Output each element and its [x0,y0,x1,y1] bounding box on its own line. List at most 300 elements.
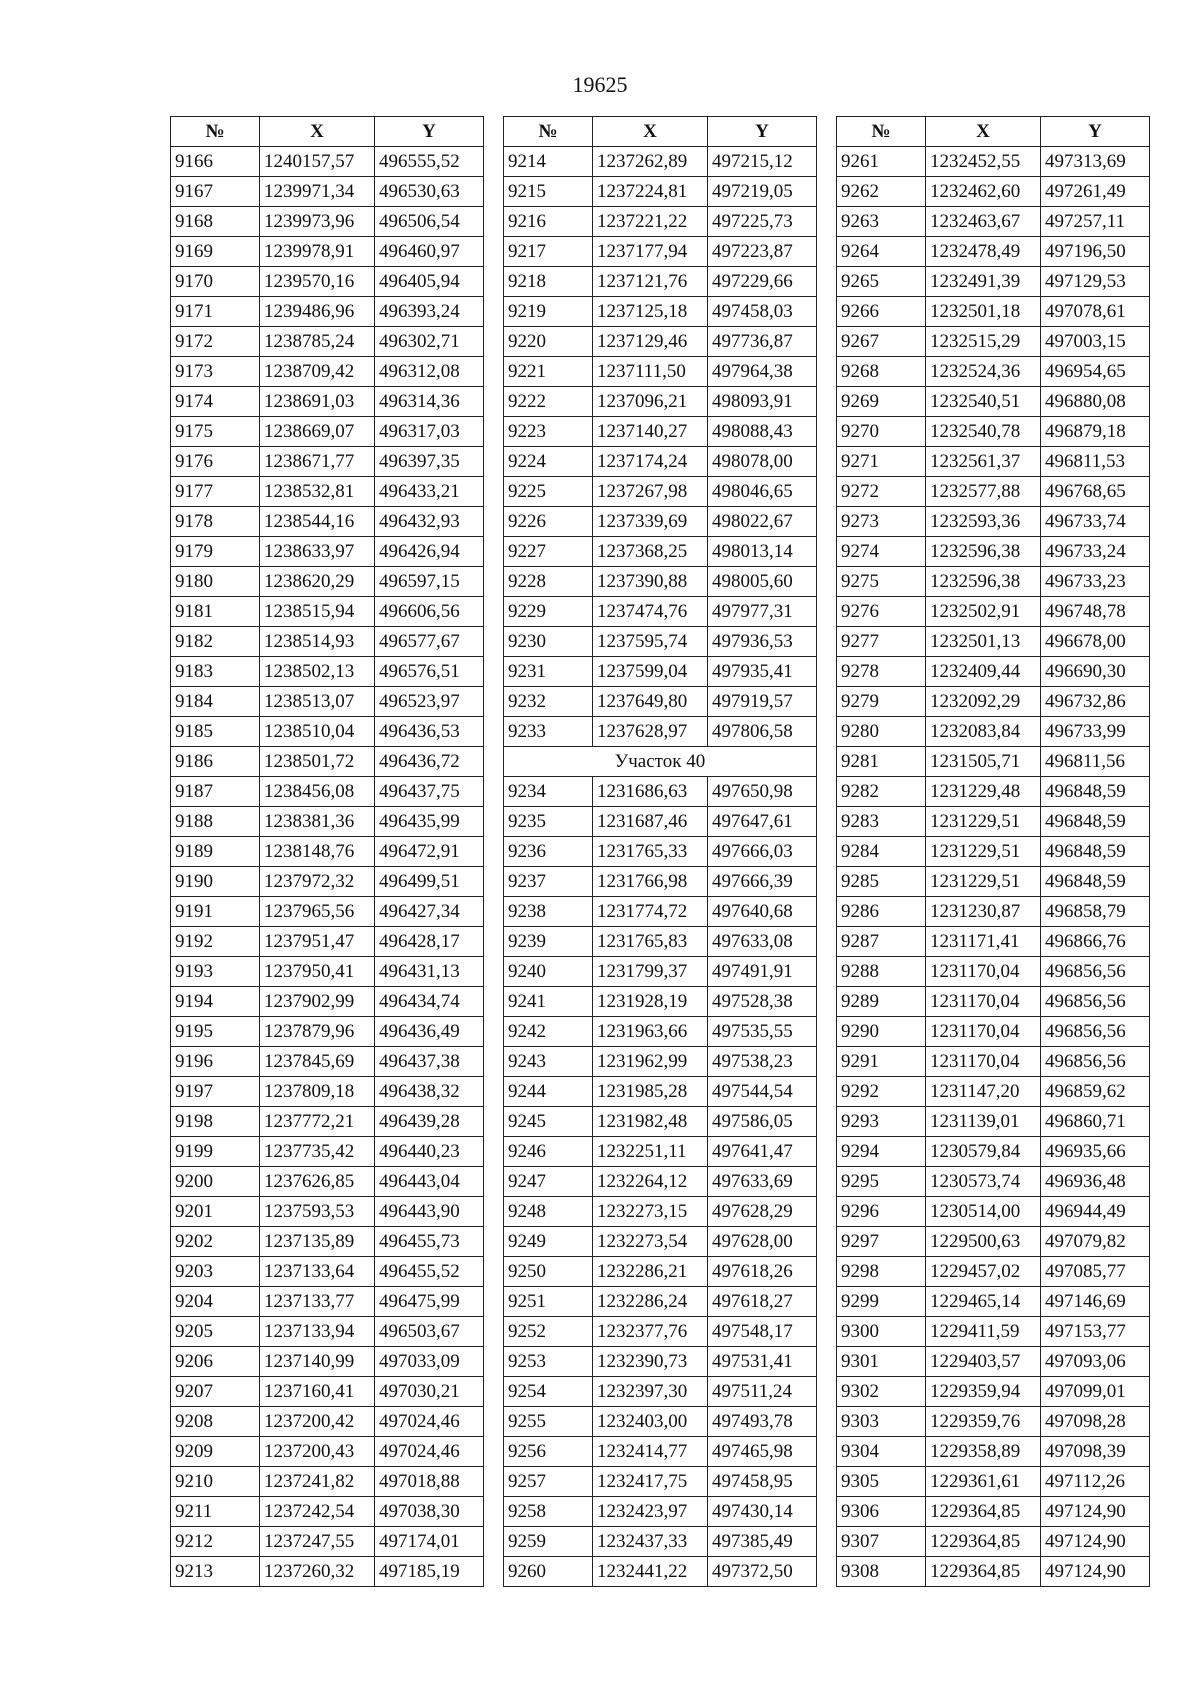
cell-x: 1229465,14 [926,1287,1041,1317]
column-header-y: Y [708,117,817,147]
cell-x: 1231962,99 [593,1047,708,1077]
table-row [504,957,817,987]
cell-y: 498088,43 [708,417,817,447]
cell-number: 9301 [837,1347,926,1377]
cell-number: 9213 [171,1557,260,1587]
cell-x: 1237160,41 [260,1377,375,1407]
cell-x: 1232409,44 [926,657,1041,687]
column-header-y: Y [1041,117,1150,147]
cell-y: 497093,06 [1041,1347,1150,1377]
cell-y: 497129,53 [1041,267,1150,297]
table-row [504,1077,817,1107]
cell-number: 9256 [504,1437,593,1467]
cell-x: 1231687,46 [593,807,708,837]
cell-y: 497935,41 [708,657,817,687]
cell-number: 9286 [837,897,926,927]
cell-number: 9281 [837,747,926,777]
table-row [504,327,817,357]
table-row [837,837,1150,867]
cell-x: 1237809,18 [260,1077,375,1107]
table-row [504,1317,817,1347]
cell-x: 1232286,21 [593,1257,708,1287]
cell-number: 9272 [837,477,926,507]
cell-y: 497257,11 [1041,207,1150,237]
cell-y: 497936,53 [708,627,817,657]
cell-y: 497528,38 [708,987,817,1017]
cell-number: 9191 [171,897,260,927]
cell-number: 9205 [171,1317,260,1347]
table-row [504,657,817,687]
cell-y: 498093,91 [708,387,817,417]
cell-x: 1238671,77 [260,447,375,477]
cell-y: 497003,15 [1041,327,1150,357]
cell-y: 496433,21 [375,477,484,507]
cell-number: 9243 [504,1047,593,1077]
cell-y: 497024,46 [375,1407,484,1437]
cell-x: 1231963,66 [593,1017,708,1047]
cell-x: 1230579,84 [926,1137,1041,1167]
cell-x: 1237902,99 [260,987,375,1017]
cell-number: 9230 [504,627,593,657]
cell-x: 1237174,24 [593,447,708,477]
table-row [504,537,817,567]
cell-y: 496302,71 [375,327,484,357]
coordinate-table-3 [836,116,1150,1587]
coordinate-table-1 [170,116,484,1587]
column-header-y: Y [375,117,484,147]
table-row [171,237,484,267]
cell-y: 497174,01 [375,1527,484,1557]
cell-x: 1229359,94 [926,1377,1041,1407]
cell-y: 496440,23 [375,1137,484,1167]
table-row [504,807,817,837]
cell-number: 9181 [171,597,260,627]
cell-y: 497535,55 [708,1017,817,1047]
cell-x: 1237950,41 [260,957,375,987]
table-row [171,567,484,597]
cell-x: 1232478,49 [926,237,1041,267]
cell-number: 9222 [504,387,593,417]
table-row [837,1257,1150,1287]
cell-y: 497124,90 [1041,1557,1150,1587]
cell-y: 497372,50 [708,1557,817,1587]
cell-x: 1237390,88 [593,567,708,597]
cell-number: 9175 [171,417,260,447]
cell-x: 1229364,85 [926,1557,1041,1587]
cell-x: 1231799,37 [593,957,708,987]
table-row [504,207,817,237]
cell-number: 9182 [171,627,260,657]
cell-number: 9299 [837,1287,926,1317]
column-header-number: № [837,117,926,147]
cell-x: 1237965,56 [260,897,375,927]
cell-number: 9217 [504,237,593,267]
table-row [171,297,484,327]
cell-x: 1238691,03 [260,387,375,417]
cell-x: 1232502,91 [926,597,1041,627]
cell-x: 1237593,53 [260,1197,375,1227]
cell-y: 496879,18 [1041,417,1150,447]
cell-number: 9277 [837,627,926,657]
cell-number: 9208 [171,1407,260,1437]
table-row [837,297,1150,327]
cell-y: 497219,05 [708,177,817,207]
cell-x: 1232437,33 [593,1527,708,1557]
table-row [504,507,817,537]
table-row [504,717,817,747]
cell-x: 1237368,25 [593,537,708,567]
cell-x: 1237133,94 [260,1317,375,1347]
column-header-number: № [504,117,593,147]
cell-number: 9199 [171,1137,260,1167]
cell-x: 1231139,01 [926,1107,1041,1137]
cell-x: 1231928,19 [593,987,708,1017]
cell-number: 9264 [837,237,926,267]
section-row [504,747,817,777]
cell-number: 9263 [837,207,926,237]
table-row [504,567,817,597]
table-row [171,1167,484,1197]
cell-x: 1237260,32 [260,1557,375,1587]
cell-x: 1229457,02 [926,1257,1041,1287]
cell-y: 497024,46 [375,1437,484,1467]
cell-y: 497964,38 [708,357,817,387]
cell-x: 1229364,85 [926,1497,1041,1527]
cell-x: 1237096,21 [593,387,708,417]
cell-number: 9280 [837,717,926,747]
cell-number: 9269 [837,387,926,417]
table-row [171,1467,484,1497]
cell-number: 9195 [171,1017,260,1047]
table-header-row [837,117,1150,147]
cell-x: 1237474,76 [593,597,708,627]
cell-x: 1237845,69 [260,1047,375,1077]
table-row [171,1407,484,1437]
cell-y: 496768,65 [1041,477,1150,507]
cell-number: 9278 [837,657,926,687]
cell-y: 497038,30 [375,1497,484,1527]
cell-y: 497430,14 [708,1497,817,1527]
cell-x: 1239570,16 [260,267,375,297]
table-row [837,1437,1150,1467]
cell-number: 9232 [504,687,593,717]
cell-y: 497225,73 [708,207,817,237]
table-row [171,207,484,237]
cell-x: 1232524,36 [926,357,1041,387]
cell-x: 1231230,87 [926,897,1041,927]
cell-y: 496499,51 [375,867,484,897]
cell-y: 496436,53 [375,717,484,747]
table-row [504,687,817,717]
cell-number: 9203 [171,1257,260,1287]
table-row [837,447,1150,477]
cell-number: 9180 [171,567,260,597]
cell-x: 1231229,48 [926,777,1041,807]
cell-y: 497491,91 [708,957,817,987]
cell-number: 9291 [837,1047,926,1077]
cell-y: 497458,03 [708,297,817,327]
cell-y: 497666,39 [708,867,817,897]
column-header-number: № [171,117,260,147]
table-row [837,1467,1150,1497]
cell-x: 1232423,97 [593,1497,708,1527]
cell-y: 496577,67 [375,627,484,657]
cell-number: 9305 [837,1467,926,1497]
cell-number: 9302 [837,1377,926,1407]
column-header-x: X [593,117,708,147]
table-row [504,447,817,477]
table-row [837,237,1150,267]
table-row [837,417,1150,447]
table-row [171,1047,484,1077]
cell-number: 9267 [837,327,926,357]
cell-x: 1237972,32 [260,867,375,897]
cell-number: 9284 [837,837,926,867]
cell-y: 496856,56 [1041,957,1150,987]
cell-x: 1232463,67 [926,207,1041,237]
cell-y: 496405,94 [375,267,484,297]
cell-x: 1232540,51 [926,387,1041,417]
cell-number: 9194 [171,987,260,1017]
cell-y: 497098,28 [1041,1407,1150,1437]
cell-y: 496856,56 [1041,987,1150,1017]
table-row [837,777,1150,807]
cell-y: 496437,38 [375,1047,484,1077]
cell-x: 1232286,24 [593,1287,708,1317]
table-row [171,867,484,897]
cell-number: 9176 [171,447,260,477]
cell-x: 1237121,76 [593,267,708,297]
cell-number: 9266 [837,297,926,327]
table-row [837,147,1150,177]
cell-x: 1237262,89 [593,147,708,177]
cell-number: 9183 [171,657,260,687]
table-row [837,207,1150,237]
table-row [504,1167,817,1197]
cell-number: 9185 [171,717,260,747]
table-row [171,987,484,1017]
cell-y: 497531,41 [708,1347,817,1377]
page-number: 19625 [572,72,628,97]
cell-y: 496427,34 [375,897,484,927]
cell-x: 1237135,89 [260,1227,375,1257]
cell-y: 496848,59 [1041,867,1150,897]
cell-y: 497085,77 [1041,1257,1150,1287]
table-row [837,387,1150,417]
cell-x: 1238501,72 [260,747,375,777]
cell-x: 1232414,77 [593,1437,708,1467]
cell-x: 1231765,33 [593,837,708,867]
cell-y: 497313,69 [1041,147,1150,177]
cell-x: 1237200,42 [260,1407,375,1437]
table-row [171,1317,484,1347]
cell-x: 1232377,76 [593,1317,708,1347]
table-row [171,927,484,957]
table-row [171,537,484,567]
table-row [837,1407,1150,1437]
cell-y: 497977,31 [708,597,817,627]
table-row [171,717,484,747]
cell-x: 1232273,54 [593,1227,708,1257]
table-row [837,1557,1150,1587]
cell-y: 497124,90 [1041,1527,1150,1557]
cell-y: 497640,68 [708,897,817,927]
cell-y: 496848,59 [1041,807,1150,837]
cell-y: 496438,32 [375,1077,484,1107]
cell-x: 1229359,76 [926,1407,1041,1437]
table-header-row [504,117,817,147]
table-row [171,1137,484,1167]
cell-number: 9166 [171,147,260,177]
cell-x: 1230573,74 [926,1167,1041,1197]
cell-x: 1232596,38 [926,567,1041,597]
cell-y: 496678,00 [1041,627,1150,657]
cell-x: 1237772,21 [260,1107,375,1137]
cell-number: 9297 [837,1227,926,1257]
table-row [504,897,817,927]
table-row [171,1257,484,1287]
cell-x: 1237599,04 [593,657,708,687]
cell-number: 9293 [837,1107,926,1137]
cell-y: 496530,63 [375,177,484,207]
cell-y: 497618,26 [708,1257,817,1287]
table-row [504,1437,817,1467]
table-row [171,177,484,207]
cell-number: 9209 [171,1437,260,1467]
cell-y: 496859,62 [1041,1077,1150,1107]
table-row [504,1047,817,1077]
cell-number: 9226 [504,507,593,537]
cell-y: 496426,94 [375,537,484,567]
cell-y: 496936,48 [1041,1167,1150,1197]
cell-y: 496503,67 [375,1317,484,1347]
cell-number: 9245 [504,1107,593,1137]
cell-x: 1231505,71 [926,747,1041,777]
cell-number: 9292 [837,1077,926,1107]
table-row [837,717,1150,747]
table-row [504,777,817,807]
cell-x: 1237200,43 [260,1437,375,1467]
table-row [837,1167,1150,1197]
cell-x: 1231686,63 [593,777,708,807]
cell-x: 1232403,00 [593,1407,708,1437]
cell-y: 497548,17 [708,1317,817,1347]
cell-x: 1231171,41 [926,927,1041,957]
table-row [504,1287,817,1317]
table-row [171,1497,484,1527]
cell-number: 9240 [504,957,593,987]
cell-y: 496312,08 [375,357,484,387]
cell-y: 497633,69 [708,1167,817,1197]
table-row [171,1287,484,1317]
cell-number: 9225 [504,477,593,507]
table-row [171,837,484,867]
cell-number: 9202 [171,1227,260,1257]
cell-x: 1238513,07 [260,687,375,717]
cell-x: 1239973,96 [260,207,375,237]
cell-x: 1231170,04 [926,987,1041,1017]
cell-number: 9204 [171,1287,260,1317]
cell-number: 9258 [504,1497,593,1527]
cell-x: 1231765,83 [593,927,708,957]
cell-x: 1231147,20 [926,1077,1041,1107]
cell-number: 9273 [837,507,926,537]
cell-number: 9207 [171,1377,260,1407]
cell-y: 496848,59 [1041,837,1150,867]
cell-x: 1232561,37 [926,447,1041,477]
cell-x: 1232452,55 [926,147,1041,177]
cell-number: 9197 [171,1077,260,1107]
cell-number: 9250 [504,1257,593,1287]
cell-x: 1231774,72 [593,897,708,927]
cell-x: 1232596,38 [926,537,1041,567]
cell-number: 9274 [837,537,926,567]
table-row [837,1017,1150,1047]
table-row [837,1047,1150,1077]
cell-y: 497493,78 [708,1407,817,1437]
cell-x: 1237247,55 [260,1527,375,1557]
cell-y: 497919,57 [708,687,817,717]
table-row [171,1077,484,1107]
cell-number: 9219 [504,297,593,327]
cell-y: 497641,47 [708,1137,817,1167]
cell-y: 497153,77 [1041,1317,1150,1347]
table-row [504,597,817,627]
table-row [171,387,484,417]
cell-y: 496748,78 [1041,597,1150,627]
cell-y: 497465,98 [708,1437,817,1467]
table-row [171,1017,484,1047]
cell-y: 496935,66 [1041,1137,1150,1167]
table-row [837,1077,1150,1107]
cell-y: 496436,49 [375,1017,484,1047]
cell-number: 9241 [504,987,593,1017]
cell-number: 9170 [171,267,260,297]
cell-y: 496880,08 [1041,387,1150,417]
cell-number: 9283 [837,807,926,837]
cell-number: 9193 [171,957,260,987]
table-row [171,657,484,687]
cell-x: 1238633,97 [260,537,375,567]
cell-y: 497618,27 [708,1287,817,1317]
cell-number: 9235 [504,807,593,837]
cell-y: 496434,74 [375,987,484,1017]
cell-number: 9271 [837,447,926,477]
table-row [171,1437,484,1467]
cell-y: 497586,05 [708,1107,817,1137]
cell-x: 1231982,48 [593,1107,708,1137]
column-header-x: X [260,117,375,147]
cell-x: 1231170,04 [926,1017,1041,1047]
table-row [171,327,484,357]
cell-x: 1237595,74 [593,627,708,657]
cell-y: 497033,09 [375,1347,484,1377]
cell-y: 496866,76 [1041,927,1150,957]
cell-x: 1237177,94 [593,237,708,267]
cell-y: 497650,98 [708,777,817,807]
table-row [171,147,484,177]
cell-x: 1232441,22 [593,1557,708,1587]
cell-number: 9216 [504,207,593,237]
cell-y: 496860,71 [1041,1107,1150,1137]
table-row [837,267,1150,297]
cell-x: 1232577,88 [926,477,1041,507]
cell-y: 497030,21 [375,1377,484,1407]
section-title: Участок 40 [504,747,817,777]
cell-number: 9303 [837,1407,926,1437]
cell-y: 496455,52 [375,1257,484,1287]
cell-x: 1237133,77 [260,1287,375,1317]
